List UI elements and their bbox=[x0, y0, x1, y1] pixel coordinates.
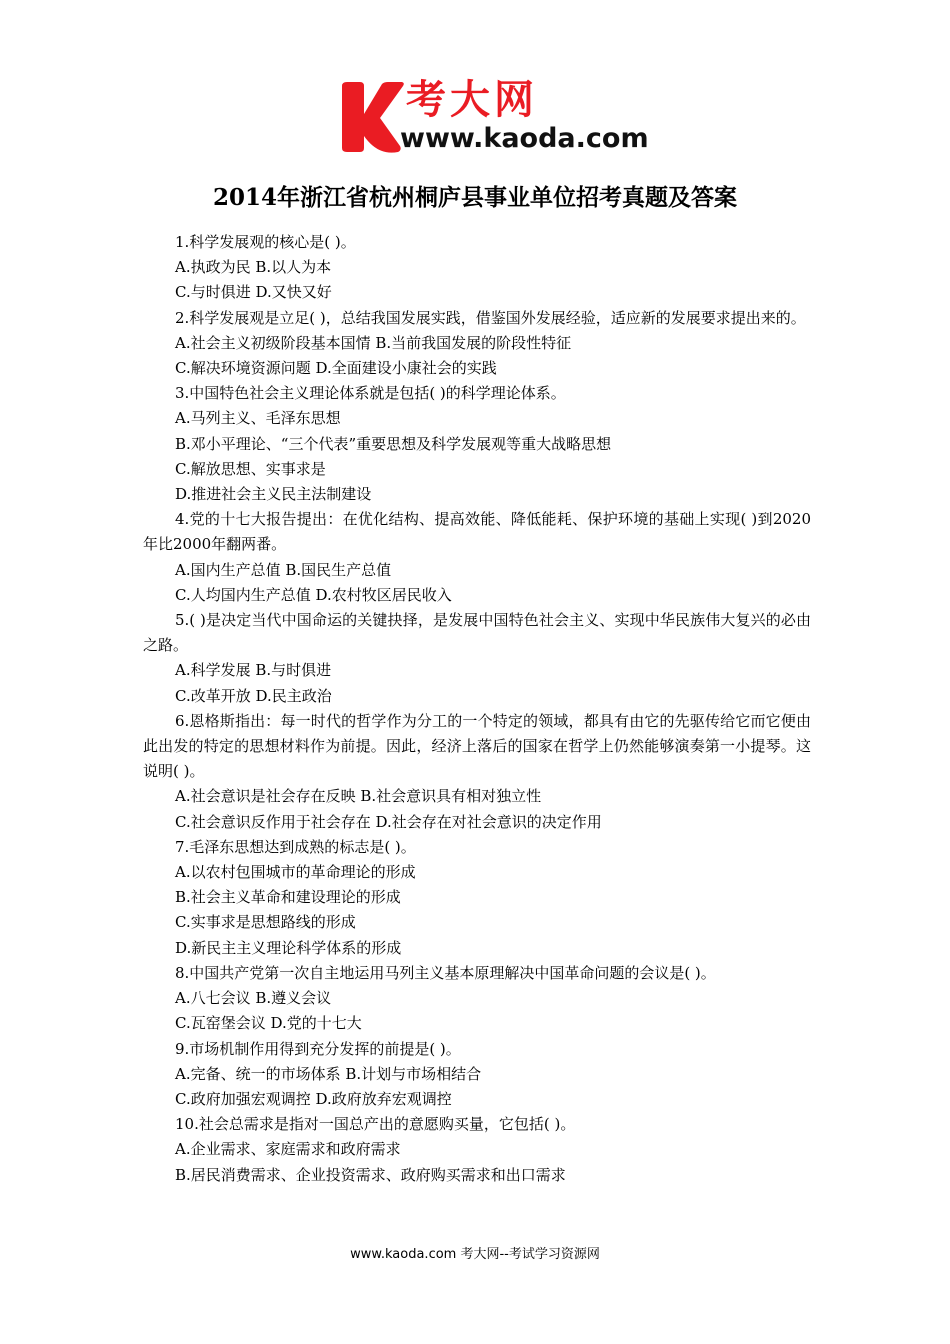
option-line: A.马列主义、毛泽东思想 bbox=[175, 409, 341, 428]
option-line: C.政府加强宏观调控 D.政府放弃宏观调控 bbox=[175, 1089, 452, 1108]
option-line: C.实事求是思想路线的形成 bbox=[175, 913, 356, 932]
option-line: C.社会意识反作用于社会存在 D.社会存在对社会意识的决定作用 bbox=[175, 812, 602, 831]
question-list bbox=[143, 230, 811, 1188]
option-line: D.推进社会主义民主法制建设 bbox=[175, 485, 372, 504]
question-line: 8.中国共产党第一次自主地运用马列主义基本原理解决中国革命问题的会议是( )。 bbox=[175, 963, 716, 982]
question-line: 4.党的十七大报告提出：在优化结构、提高效能、降低能耗、保护环境的基础上实现( )到2020年比2000年翻两番。 bbox=[143, 510, 811, 554]
option-line: A.社会意识是社会存在反映 B.社会意识具有相对独立性 bbox=[175, 787, 542, 806]
option-line: A.八七会议 B.遵义会议 bbox=[175, 989, 332, 1008]
option-line: A.社会主义初级阶段基本国情 B.当前我国发展的阶段性特征 bbox=[175, 333, 572, 352]
option-line: B.邓小平理论、“三个代表”重要思想及科学发展观等重大战略思想 bbox=[175, 434, 612, 453]
question-line: 6.恩格斯指出：每一时代的哲学作为分工的一个特定的领域，都具有由它的先驱传给它而它便由此出发的特定的思想材料作为前提。因此，经济上落后的国家在哲学上仍然能够演奏第一小提琴。这说明( )。 bbox=[143, 711, 811, 781]
option-line: A.执政为民 B.以人为本 bbox=[175, 258, 332, 277]
option-line: C.解决环境资源问题 D.全面建设小康社会的实践 bbox=[175, 359, 497, 378]
option-line: A.国内生产总值 B.国民生产总值 bbox=[175, 560, 392, 579]
logo-brand-text: 考大网 bbox=[406, 77, 538, 123]
option-line: C.人均国内生产总值 D.农村牧区居民收入 bbox=[175, 585, 452, 604]
option-line: C.与时俱进 D.又快又好 bbox=[175, 283, 332, 302]
option-line: B.居民消费需求、企业投资需求、政府购买需求和出口需求 bbox=[175, 1165, 566, 1184]
logo-url-text: www.kaoda.com bbox=[400, 123, 649, 154]
option-line: A.完备、统一的市场体系 B.计划与市场相结合 bbox=[175, 1064, 482, 1083]
question-line: 5.( )是决定当代中国命运的关键抉择，是发展中国特色社会主义、实现中华民族伟大复兴的必由之路。 bbox=[143, 611, 811, 655]
option-line: C.瓦窑堡会议 D.党的十七大 bbox=[175, 1014, 362, 1033]
option-line: D.新民主主义理论科学体系的形成 bbox=[175, 938, 402, 957]
option-line: C.解放思想、实事求是 bbox=[175, 459, 326, 478]
kaoda-logo bbox=[338, 76, 658, 160]
question-line: 10.社会总需求是指对一国总产出的意愿购买量，它包括( )。 bbox=[175, 1115, 576, 1134]
question-line: 7.毛泽东思想达到成熟的标志是( )。 bbox=[175, 837, 416, 856]
k-logo-stem bbox=[342, 82, 404, 153]
question-line: 1.科学发展观的核心是( )。 bbox=[175, 233, 356, 251]
page-title: 2014年浙江省杭州桐庐县事业单位招考真题及答案 bbox=[212, 184, 737, 211]
option-line: C.改革开放 D.民主政治 bbox=[175, 686, 332, 705]
option-line: A.以农村包围城市的革命理论的形成 bbox=[175, 863, 416, 882]
page-footer: www.kaoda.com 考大网--考试学习资源网 bbox=[350, 1247, 600, 1262]
option-line: A.科学发展 B.与时俱进 bbox=[175, 661, 332, 680]
question-line: 2.科学发展观是立足( )，总结我国发展实践，借鉴国外发展经验，适应新的发展要求提出来的。 bbox=[175, 308, 806, 327]
option-line: B.社会主义革命和建设理论的形成 bbox=[175, 888, 401, 907]
question-line: 9.市场机制作用得到充分发挥的前提是( )。 bbox=[175, 1039, 461, 1058]
k-logo-icon bbox=[338, 80, 408, 156]
option-line: A.企业需求、家庭需求和政府需求 bbox=[175, 1140, 401, 1159]
question-line: 3.中国特色社会主义理论体系就是包括( )的科学理论体系。 bbox=[175, 384, 566, 403]
